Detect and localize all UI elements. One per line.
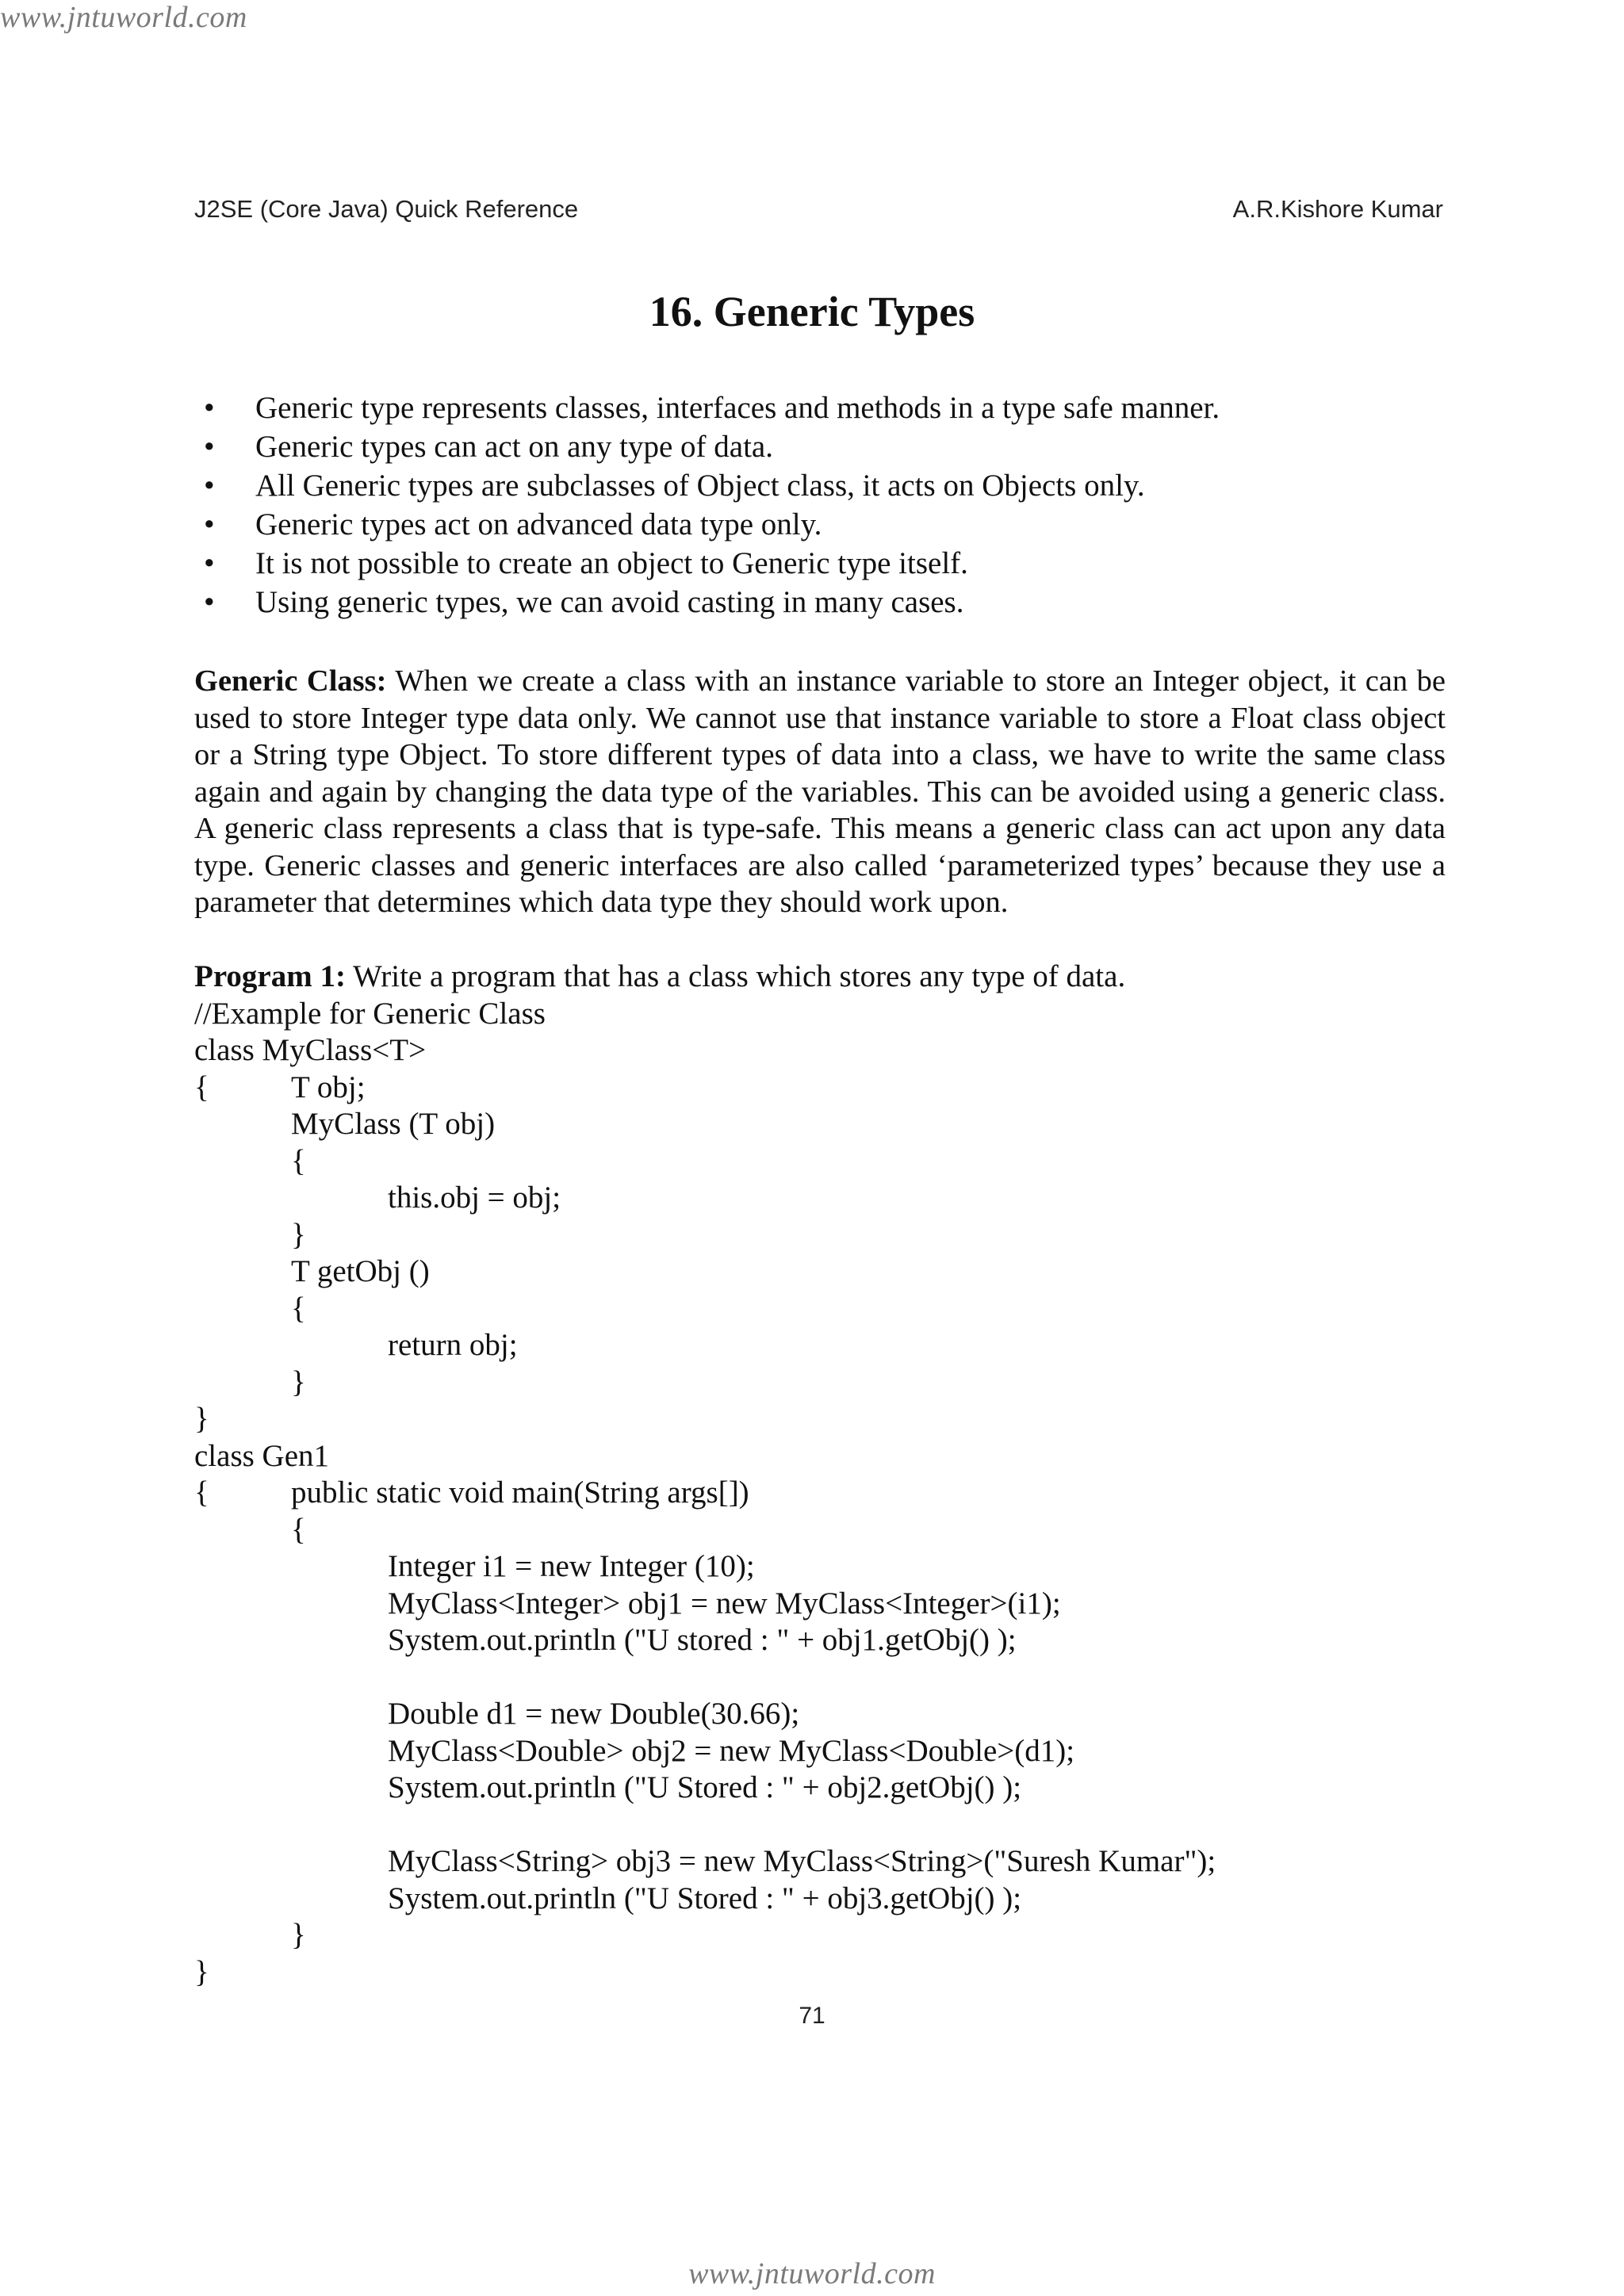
code-text: { bbox=[194, 1475, 209, 1510]
code-blank-line bbox=[194, 1659, 1463, 1697]
code-line bbox=[194, 1106, 1463, 1143]
code-text: Double d1 = new Double(30.66); bbox=[388, 1697, 800, 1731]
running-header-author: A.R.Kishore Kumar bbox=[1232, 195, 1443, 223]
generic-class-paragraph bbox=[194, 663, 1446, 921]
program-description: Write a program that has a class which stores any type of data. bbox=[345, 959, 1126, 993]
code-line bbox=[194, 1364, 1463, 1402]
bullet-item: • It is not possible to create an object to Generic type itself. bbox=[194, 544, 1463, 583]
code-line bbox=[194, 1327, 1463, 1364]
code-line bbox=[194, 1217, 1463, 1254]
bullet-item: • Generic type represents classes, interfaces and methods in a type safe manner. bbox=[194, 388, 1463, 427]
code-text: //Example for Generic Class bbox=[194, 996, 546, 1031]
bullet-item: • Generic types can act on any type of data. bbox=[194, 427, 1463, 466]
program-listing bbox=[194, 959, 1463, 1991]
code-text: MyClass<String> obj3 = new MyClass<String>("Suresh Kumar"); bbox=[388, 1844, 1216, 1878]
page-number: 71 bbox=[799, 2003, 825, 2029]
code-line bbox=[194, 1586, 1463, 1623]
code-line bbox=[194, 996, 1463, 1033]
code-text: } bbox=[291, 1918, 306, 1952]
code-line bbox=[194, 1253, 1463, 1291]
running-header-title: J2SE (Core Java) Quick Reference bbox=[194, 195, 579, 223]
code-text: { bbox=[291, 1512, 306, 1547]
code-line bbox=[194, 1143, 1463, 1181]
code-line bbox=[194, 1622, 1463, 1659]
code-line bbox=[194, 1954, 1463, 1992]
code-text: System.out.println ("U Stored : " + obj2.getObj() ); bbox=[388, 1770, 1022, 1804]
code-text: } bbox=[291, 1364, 306, 1399]
code-text: MyClass<Integer> obj1 = new MyClass<Integer>(i1); bbox=[388, 1586, 1061, 1621]
generic-class-text: When we create a class with an instance variable to store an Integer object, it can be used to store Integer type data only. We cannot use that instance variable to store a Float class object or a String type Object. To store different types of data into a class, we have to write the same class again and again by changing the data type of the variables. This can be avoided using a generic class. A generic class represents a class that is type-safe. This means a generic class can act upon any data type. Generic classes and generic interfaces are also called ‘parameterized types’ because they use a parameter that determines which data type they should work upon. bbox=[194, 664, 1446, 919]
code-line bbox=[194, 1881, 1463, 1918]
code-line bbox=[194, 1548, 1463, 1586]
code-text: Integer i1 = new Integer (10); bbox=[388, 1549, 755, 1583]
code-blank-line bbox=[194, 1807, 1463, 1844]
code-line bbox=[194, 1917, 1463, 1954]
code-text: } bbox=[194, 1954, 209, 1989]
code-line bbox=[194, 1770, 1463, 1807]
code-text: System.out.println ("U stored : " + obj1.getObj() ); bbox=[388, 1623, 1017, 1657]
code-text: } bbox=[291, 1217, 306, 1252]
code-text: return obj; bbox=[388, 1328, 518, 1362]
code-text: System.out.println ("U Stored : " + obj3.getObj() ); bbox=[388, 1881, 1022, 1915]
watermark-bottom: www.jntuworld.com bbox=[688, 2257, 936, 2290]
code-text: MyClass (T obj) bbox=[291, 1107, 496, 1141]
code-text: this.obj = obj; bbox=[388, 1181, 561, 1215]
program-heading bbox=[194, 959, 1463, 996]
bullet-item: • Using generic types, we can avoid casting in many cases. bbox=[194, 583, 1463, 622]
code-text: T getObj () bbox=[291, 1254, 430, 1288]
bullet-item: • Generic types act on advanced data type only. bbox=[194, 505, 1463, 544]
feature-bullet-list bbox=[194, 388, 1463, 622]
code-line bbox=[194, 1475, 1463, 1512]
code-text: { bbox=[194, 1070, 209, 1104]
code-line bbox=[194, 1733, 1463, 1770]
code-text: } bbox=[194, 1402, 209, 1436]
code-line bbox=[194, 1438, 1463, 1475]
code-text: class Gen1 bbox=[194, 1438, 330, 1473]
code-text: MyClass<Double> obj2 = new MyClass<Double>(d1); bbox=[388, 1733, 1075, 1768]
code-line bbox=[194, 1843, 1463, 1881]
code-line bbox=[194, 1696, 1463, 1733]
code-line bbox=[194, 1070, 1463, 1107]
code-line bbox=[194, 1032, 1463, 1070]
code-text: public static void main(String args[]) bbox=[291, 1475, 749, 1510]
code-text: class MyClass<T> bbox=[194, 1033, 427, 1067]
program-label: Program 1: bbox=[194, 959, 346, 993]
watermark-top: www.jntuworld.com bbox=[0, 1, 247, 34]
chapter-title: 16. Generic Types bbox=[649, 288, 975, 335]
code-line bbox=[194, 1512, 1463, 1549]
code-line bbox=[194, 1180, 1463, 1217]
bullet-item: • All Generic types are subclasses of Object class, it acts on Objects only. bbox=[194, 466, 1463, 505]
generic-class-label: Generic Class: bbox=[194, 664, 387, 698]
code-line bbox=[194, 1401, 1463, 1438]
code-text: T obj; bbox=[291, 1070, 366, 1104]
code-line bbox=[194, 1291, 1463, 1328]
code-text: { bbox=[291, 1291, 306, 1326]
code-text: { bbox=[291, 1143, 306, 1178]
